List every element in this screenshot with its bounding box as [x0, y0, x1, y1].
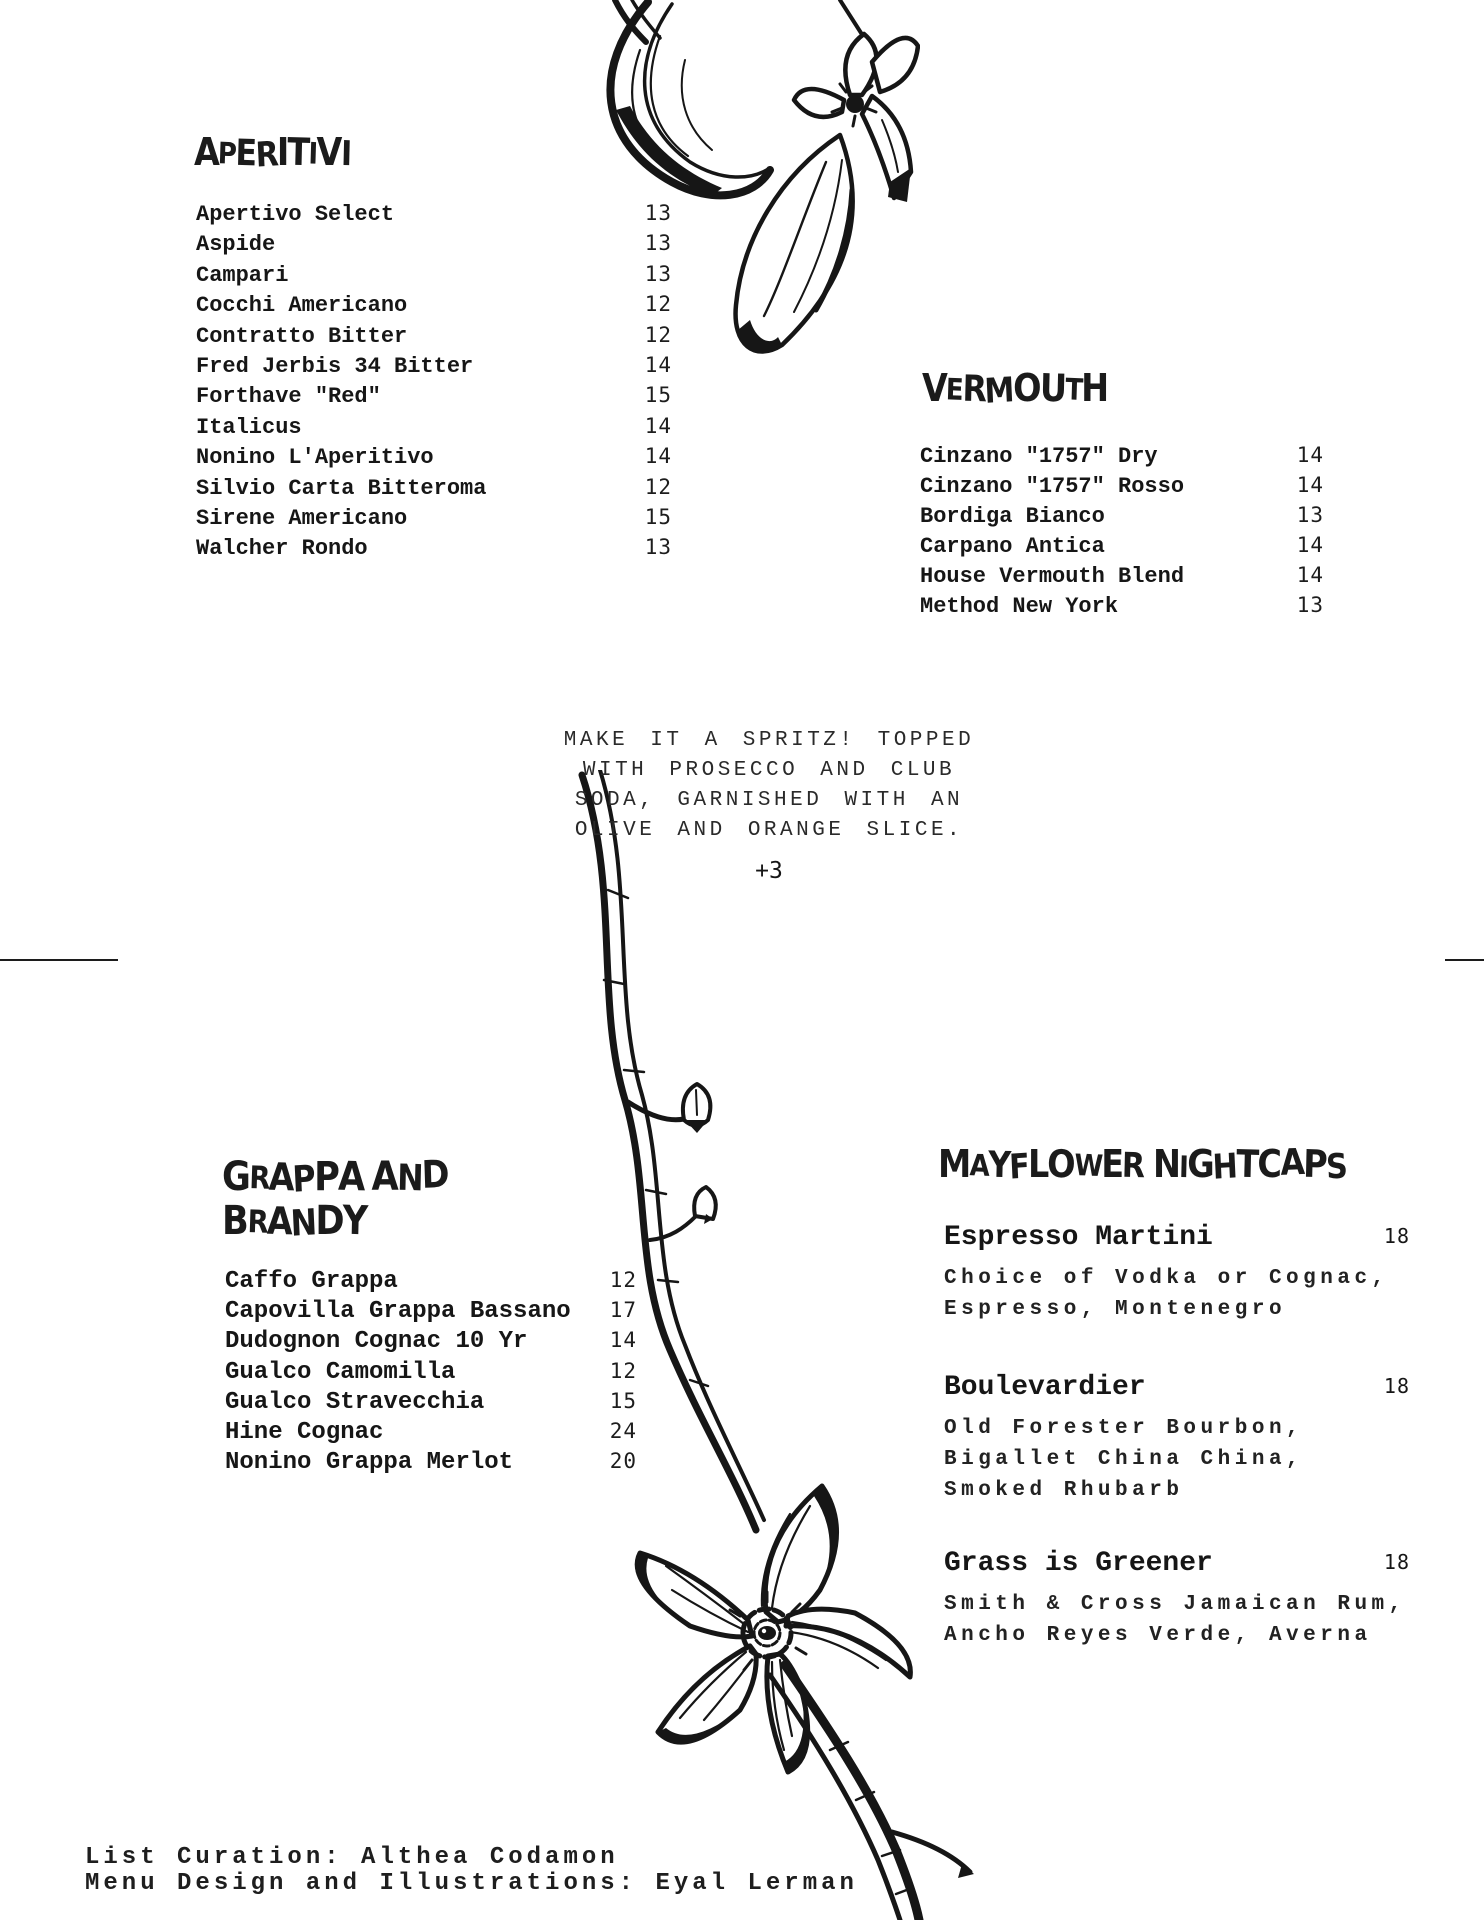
- grappa-list: [225, 1266, 637, 1477]
- cocktail-name: Boulevardier: [944, 1372, 1146, 1403]
- item-price: 15: [609, 1388, 637, 1413]
- page-fold-mark-right: [1445, 959, 1484, 961]
- item-price: 17: [609, 1298, 637, 1323]
- spritz-upcharge: +3: [755, 858, 783, 884]
- menu-item-row: [920, 441, 1324, 471]
- cocktail-block: [944, 1548, 1410, 1651]
- item-name: Aspide: [196, 232, 276, 258]
- item-price: 13: [644, 231, 672, 256]
- menu-item-row: [196, 503, 672, 533]
- cocktail-title-row: [944, 1222, 1410, 1253]
- cocktail-title-row: [944, 1372, 1410, 1403]
- item-price: 14: [644, 413, 672, 438]
- item-price: 20: [609, 1449, 637, 1474]
- item-name: Hine Cognac: [225, 1419, 384, 1447]
- item-name: Gualco Camomilla: [225, 1358, 456, 1386]
- item-name: Nonino Grappa Merlot: [225, 1449, 514, 1477]
- credits-design: Menu Design and Illustrations: Eyal Lerman: [85, 1870, 858, 1897]
- item-price: 12: [609, 1358, 637, 1383]
- spritz-note: [524, 726, 1014, 846]
- menu-item-row: [920, 531, 1324, 561]
- menu-item-row: [920, 561, 1324, 591]
- cocktail-price: 18: [1383, 1550, 1410, 1574]
- item-name: Cocchi Americano: [196, 293, 408, 319]
- menu-item-row: [225, 1357, 637, 1387]
- menu-item-row: [225, 1296, 637, 1326]
- item-name: Contratto Bitter: [196, 323, 408, 349]
- item-price: 14: [644, 444, 672, 469]
- menu-item-row: [196, 412, 672, 442]
- grappa-section-title-line2: BRANDY: [222, 1197, 368, 1245]
- spritz-note-line: MAKE IT A SPRITZ! TOPPED: [563, 729, 975, 752]
- menu-item-row: [196, 381, 672, 411]
- menu-item-row: [225, 1266, 637, 1296]
- menu-item-row: [196, 442, 672, 472]
- item-price: 15: [644, 505, 672, 530]
- item-price: 13: [1296, 593, 1324, 618]
- item-name: Silvio Carta Bitteroma: [196, 475, 487, 501]
- grappa-section-title-line1: GRAPPA AND: [222, 1151, 449, 1201]
- menu-item-row: [196, 473, 672, 503]
- item-name: Carpano Antica: [920, 534, 1105, 560]
- item-price: 14: [609, 1328, 637, 1353]
- item-price: 13: [1296, 503, 1324, 528]
- item-price: 13: [644, 535, 672, 560]
- item-name: Cinzano "1757" Dry: [920, 444, 1158, 469]
- item-price: 14: [1296, 443, 1324, 467]
- cocktail-name: Grass is Greener: [944, 1548, 1213, 1579]
- item-name: Bordiga Bianco: [920, 504, 1105, 530]
- credits: [85, 1845, 858, 1897]
- item-name: Gualco Stravecchia: [225, 1388, 485, 1416]
- item-price: 12: [644, 322, 672, 347]
- item-price: 15: [644, 383, 672, 408]
- nightcaps-section-title: MAYFLOWER NIGHTCAPS: [938, 1141, 1347, 1188]
- item-price: 14: [644, 353, 672, 378]
- item-name: Apertivo Select: [196, 202, 395, 227]
- spritz-note-line: WITH PROSECCO AND CLUB: [582, 759, 956, 782]
- item-price: 14: [1296, 563, 1324, 588]
- cocktail-description: Smith & Cross Jamaican Rum, Ancho Reyes Verde, Averna: [944, 1593, 1406, 1647]
- vermouth-list: [920, 441, 1324, 622]
- item-name: Forthave "Red": [196, 384, 381, 410]
- item-name: Sirene Americano: [196, 506, 408, 532]
- cocktail-description: Old Forester Bourbon, Bigallet China China, Smoked Rhubarb: [944, 1417, 1304, 1502]
- item-name: Fred Jerbis 34 Bitter: [196, 354, 474, 380]
- item-name: Walcher Rondo: [196, 536, 368, 562]
- item-price: 13: [644, 261, 672, 286]
- page-fold-mark-left: [0, 959, 118, 961]
- item-price: 12: [644, 474, 672, 499]
- item-name: Campari: [196, 262, 289, 288]
- item-name: Dudognon Cognac 10 Yr: [225, 1328, 528, 1356]
- item-name: Cinzano "1757" Rosso: [920, 474, 1185, 500]
- menu-item-row: [196, 290, 672, 320]
- menu-item-row: [196, 533, 672, 563]
- menu-item-row: [196, 351, 672, 381]
- item-price: 12: [609, 1268, 637, 1292]
- menu-item-row: [225, 1447, 637, 1477]
- item-name: Nonino L'Aperitivo: [196, 445, 434, 471]
- spritz-note-line: OLIVE AND ORANGE SLICE.: [574, 819, 964, 842]
- item-name: Caffo Grappa: [225, 1268, 398, 1295]
- menu-item-row: [196, 260, 672, 290]
- aperitivi-list: [196, 199, 672, 564]
- item-price: 14: [1296, 533, 1324, 558]
- item-price: 13: [644, 201, 672, 225]
- cocktail-block: [944, 1222, 1410, 1325]
- spritz-note-line: SODA, GARNISHED WITH AN: [574, 789, 964, 812]
- credits-curation: List Curation: Althea Codamon: [85, 1844, 619, 1871]
- menu-item-row: [920, 591, 1324, 621]
- menu-item-row: [225, 1417, 637, 1447]
- item-name: Method New York: [920, 594, 1119, 620]
- cocktail-description: Choice of Vodka or Cognac, Espresso, Montenegro: [944, 1267, 1389, 1321]
- item-price: 12: [644, 292, 672, 317]
- menu-item-row: [920, 471, 1324, 501]
- cocktail-block: [944, 1372, 1410, 1506]
- item-name: House Vermouth Blend: [920, 564, 1185, 590]
- cocktail-price: 18: [1383, 1374, 1410, 1398]
- cocktail-title-row: [944, 1548, 1410, 1579]
- menu-item-row: [225, 1326, 637, 1356]
- menu-item-row: [196, 199, 672, 229]
- menu-item-row: [225, 1387, 637, 1417]
- item-name: Italicus: [196, 414, 302, 440]
- cocktail-name: Espresso Martini: [944, 1222, 1213, 1253]
- cocktail-price: 18: [1383, 1224, 1410, 1248]
- menu-item-row: [196, 229, 672, 259]
- menu-item-row: [196, 321, 672, 351]
- aperitivi-section-title: APERITIVI: [194, 129, 351, 176]
- vermouth-section-title: VERMOUTH: [922, 365, 1108, 412]
- item-price: 14: [1296, 473, 1324, 498]
- item-name: Capovilla Grappa Bassano: [225, 1298, 571, 1326]
- item-price: 24: [609, 1419, 637, 1444]
- menu-item-row: [920, 501, 1324, 531]
